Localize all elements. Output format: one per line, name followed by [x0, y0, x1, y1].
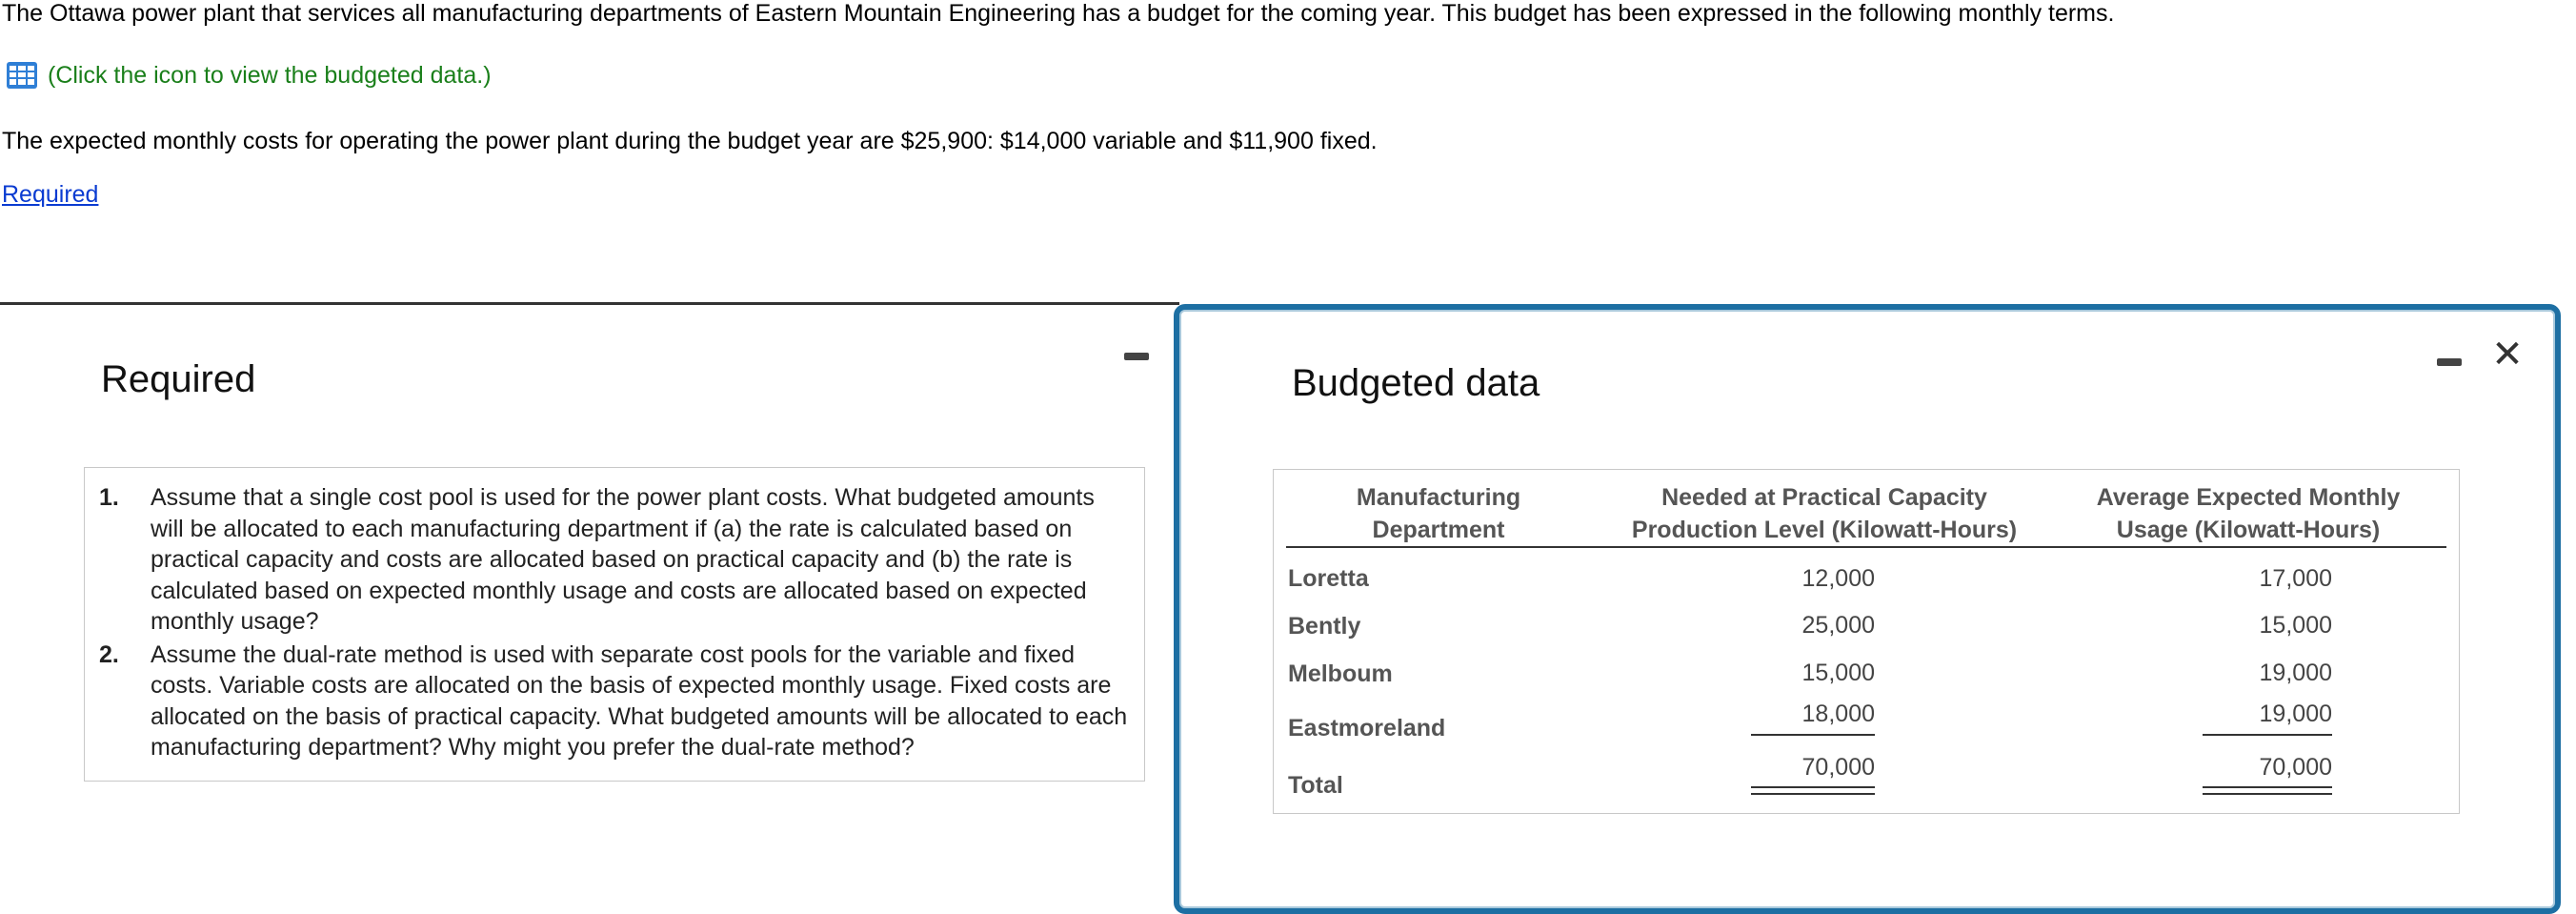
monthly-costs-sentence: The expected monthly costs for operating the power plant during the budget year are $25,900: $14,000 variable and $11,900 fixed.	[2, 128, 1378, 154]
popup-title: Budgeted data	[1292, 362, 1540, 404]
cell-usage: 19,000	[2259, 660, 2332, 686]
cell-capacity: 12,000	[1801, 565, 1875, 592]
subtotal-underline	[2203, 734, 2332, 736]
subtotal-underline	[1751, 734, 1875, 736]
table-grid-icon[interactable]	[6, 61, 38, 90]
cell-capacity: 25,000	[1801, 612, 1875, 639]
header-rule	[1286, 546, 2446, 548]
row-label-total: Total	[1288, 772, 1343, 799]
required-list	[99, 482, 1128, 765]
view-budgeted-data-label[interactable]: (Click the icon to view the budgeted data.)	[48, 61, 492, 89]
required-panel-title: Required	[101, 358, 256, 400]
header-usage: Average Expected Monthly Usage (Kilowatt-Hours)	[2096, 484, 2401, 543]
cell-usage: 19,000	[2259, 701, 2332, 727]
popup-minimize-icon[interactable]	[2437, 358, 2462, 366]
required-item-text: Assume the dual-rate method is used with separate cost pools for the variable and fixed costs. Variable costs are allocated on the basis of expected monthly usage. Fixed costs are allocated on the basis of practical capacity. What budgeted amounts will be allocated to each manufacturing department? Why might you prefer the dual-rate method?	[151, 640, 1128, 761]
cell-usage-total: 70,000	[2259, 754, 2332, 781]
required-item-text: Assume that a single cost pool is used for the power plant costs. What budgeted amounts will be allocated to each manufacturing department if (a) the rate is calculated based on practical capacity and costs are allocated based on practical capacity and (b) the rate is calculated based on expected monthly usage and costs are allocated based on expected monthly usage?	[151, 484, 1095, 635]
cell-usage: 15,000	[2259, 612, 2332, 639]
row-label: Loretta	[1288, 565, 1369, 592]
minimize-icon[interactable]	[1124, 353, 1149, 360]
required-item-2	[99, 640, 1128, 763]
total-double-underline	[1751, 786, 1875, 795]
required-item-number: 1.	[99, 484, 119, 511]
close-icon[interactable]: ✕	[2491, 334, 2524, 376]
cell-usage: 17,000	[2259, 565, 2332, 592]
cell-capacity-total: 70,000	[1801, 754, 1875, 781]
cell-capacity: 15,000	[1801, 660, 1875, 686]
row-label: Melboum	[1288, 660, 1393, 687]
required-link[interactable]: Required	[2, 181, 99, 208]
header-capacity: Needed at Practical Capacity Production Level (Kilowatt-Hours)	[1631, 484, 2018, 543]
total-double-underline	[2203, 786, 2332, 795]
problem-intro-text: The Ottawa power plant that services all manufacturing departments of Eastern Mountain Engineering has a budget for the coming year. This budget has been expressed in the following monthly terms.	[2, 0, 2115, 27]
header-dept: Manufacturing Department	[1356, 484, 1521, 543]
cell-capacity: 18,000	[1801, 701, 1875, 727]
required-item-1	[99, 482, 1128, 638]
view-budgeted-data-link[interactable]	[6, 61, 492, 90]
section-divider	[0, 302, 1179, 305]
required-item-number: 2.	[99, 640, 119, 668]
row-label: Eastmoreland	[1288, 715, 1446, 741]
row-label: Bently	[1288, 613, 1361, 640]
